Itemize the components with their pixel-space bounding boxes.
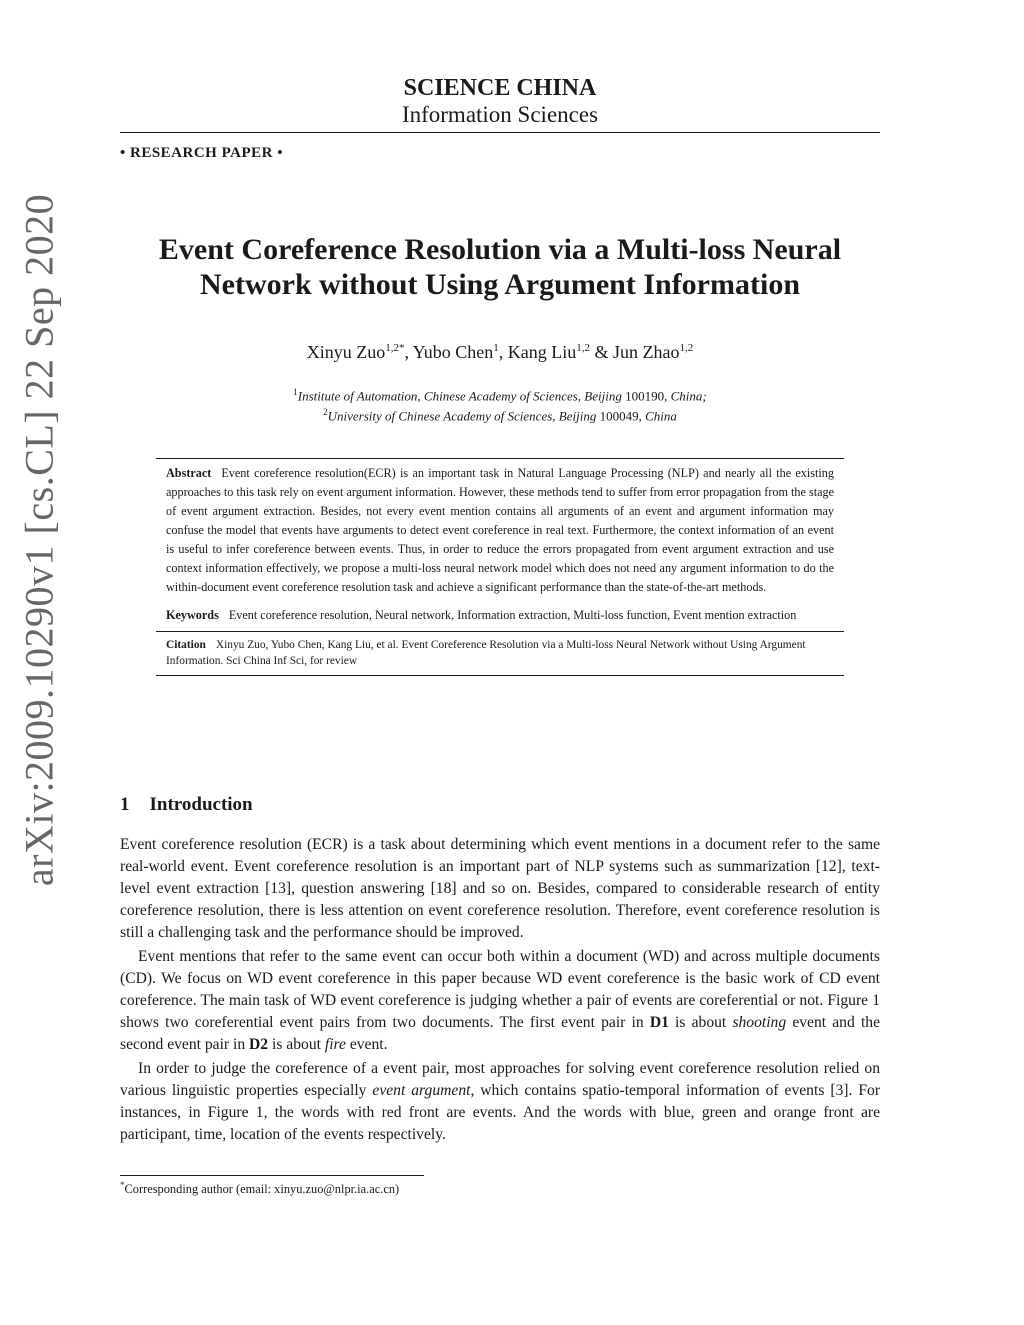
author-separator: , [498, 342, 508, 362]
citation [156, 632, 844, 675]
author-name: Yubo Chen [412, 342, 494, 362]
affil-mark: 2 [323, 407, 328, 418]
affiliation-1 [120, 384, 880, 404]
footnote-mark: * [120, 1180, 125, 1190]
section-number: 1 [120, 794, 130, 815]
author-name: Jun Zhao [613, 342, 680, 362]
citation-label: Citation [166, 639, 206, 651]
abstract-box [156, 458, 844, 676]
doc-label-d1: D1 [649, 1014, 669, 1031]
footnote-text: Corresponding author (email: xinyu.zuo@nlpr.ia.ac.cn) [124, 1182, 400, 1197]
affil-country: , China; [664, 388, 707, 404]
emph-fire: fire [324, 1036, 346, 1053]
affil-name: Institute of Automation, Chinese Academy of Sciences, Beijing [297, 388, 622, 404]
affil-mark: 1 [293, 387, 298, 397]
author-affil-mark: 1,2* [385, 342, 405, 354]
text-run: event. [345, 1036, 388, 1053]
paragraph-1: Event coreference resolution (ECR) is a task about determining which event mentions in a document refer to the same real-world event. Event coreference resolution is an important part of NLP systems such as summarization [12], text-level event extraction [13], question answering [18] and so on. Besides, compared to considerable research of entity coreference resolution, there is less attention on event coreference resolution. Therefore, event coreference resolution is still a challenging task and the performance should be improved. [120, 836, 880, 941]
title-line-2: Network without Using Argument Information [200, 268, 800, 301]
paragraph-2 [120, 946, 880, 1056]
author-separator: , [404, 342, 413, 362]
author-name: Kang Liu [507, 342, 577, 362]
body-text [120, 834, 880, 1148]
affil-name: University of Chinese Academy of Sciences, Beijing [327, 408, 597, 424]
section-heading [120, 794, 253, 816]
arxiv-id-text: arXiv:2009.10290v1 [cs.CL] 22 Sep 2020 [16, 193, 62, 887]
author-affil-mark: 1 [493, 342, 499, 354]
author-affil-mark: 1,2 [679, 342, 694, 354]
keywords [156, 601, 844, 629]
text-run: is about [668, 1014, 733, 1031]
section-title: Introduction [149, 794, 253, 815]
affil-postcode: 100049 [596, 408, 639, 424]
text-run: Event mentions that refer to the same event can occur both within a document (WD) and across multiple documents (CD). We focus on WD event coreference in this paper because WD event coreference is the basic work of CD event coreference. The main task of WD event coreference is judging whether a pair of events are coreferential or not. Figure 1 shows two coreferential event pairs from two documents. The first event pair in [120, 948, 880, 1031]
footnote [120, 1180, 399, 1197]
abstract-text: Event coreference resolution(ECR) is an important task in Natural Language Processing (NLP) and nearly all the existing approaches to this task rely on event argument information. However, these methods tend to suffer from error propagation from the stage of event argument extraction. Besides, not every event mention contains all arguments of an event and argument information may confuse the model that events have arguments to detect event coreference in real text. Furthermore, the context information of an event is useful to infer coreference between events. Thus, in order to reduce the errors propagated from event argument extraction and use context information effectively, we propose a multi-loss neural network model which does not need any argument information to do the within-document event coreference resolution task and achieve a significant performance than the state-of-the-art methods. [166, 466, 834, 594]
author-separator: & [590, 342, 614, 362]
keywords-label: Keywords [166, 608, 219, 622]
emph-event-argument: event argument [372, 1082, 471, 1099]
affiliation-2 [120, 404, 880, 424]
journal-name: SCIENCE CHINA [403, 75, 597, 101]
abstract-label: Abstract [166, 466, 212, 480]
citation-text: Xinyu Zuo, Yubo Chen, Kang Liu, et al. Event Coreference Resolution via a Multi-loss Neural Network without Using Argument Information. Sci China Inf Sci, for review [166, 639, 806, 667]
affil-postcode: 100190 [621, 388, 665, 404]
arxiv-identifier [8, 120, 70, 960]
header-rule [120, 132, 880, 133]
doc-label-d2: D2 [249, 1036, 269, 1053]
keywords-text: Event coreference resolution, Neural network, Information extraction, Multi-loss function, Event mention extraction [228, 608, 797, 622]
journal-header [120, 74, 880, 128]
text-run: , which contains spatio-temporal information of events [3]. For instances, in Figure 1, the words with red front are events. And the words with blue, green and orange front are participant, time, location of the events respectively. [120, 1082, 881, 1143]
journal-subtitle: Information Sciences [401, 102, 599, 127]
emph-shooting: shooting [732, 1014, 787, 1031]
affiliations [120, 384, 880, 425]
abstract [156, 459, 844, 601]
paper-type: • RESEARCH PAPER • [120, 145, 283, 161]
author-list [120, 342, 880, 363]
text-run: is about [268, 1036, 325, 1053]
paper-title [110, 232, 890, 302]
author-name: Xinyu Zuo [306, 342, 386, 362]
text-run: event and the second event pair in [120, 1014, 880, 1053]
affil-country: , China [638, 408, 677, 424]
title-line-1: Event Coreference Resolution via a Multi-loss Neural [158, 233, 842, 266]
text-run: In order to judge the coreference of a event pair, most approaches for solving event coreference resolution relied on various linguistic properties especially [120, 1060, 880, 1099]
footnote-rule [120, 1175, 424, 1176]
paragraph-3 [120, 1058, 880, 1146]
author-affil-mark: 1,2 [576, 342, 591, 354]
